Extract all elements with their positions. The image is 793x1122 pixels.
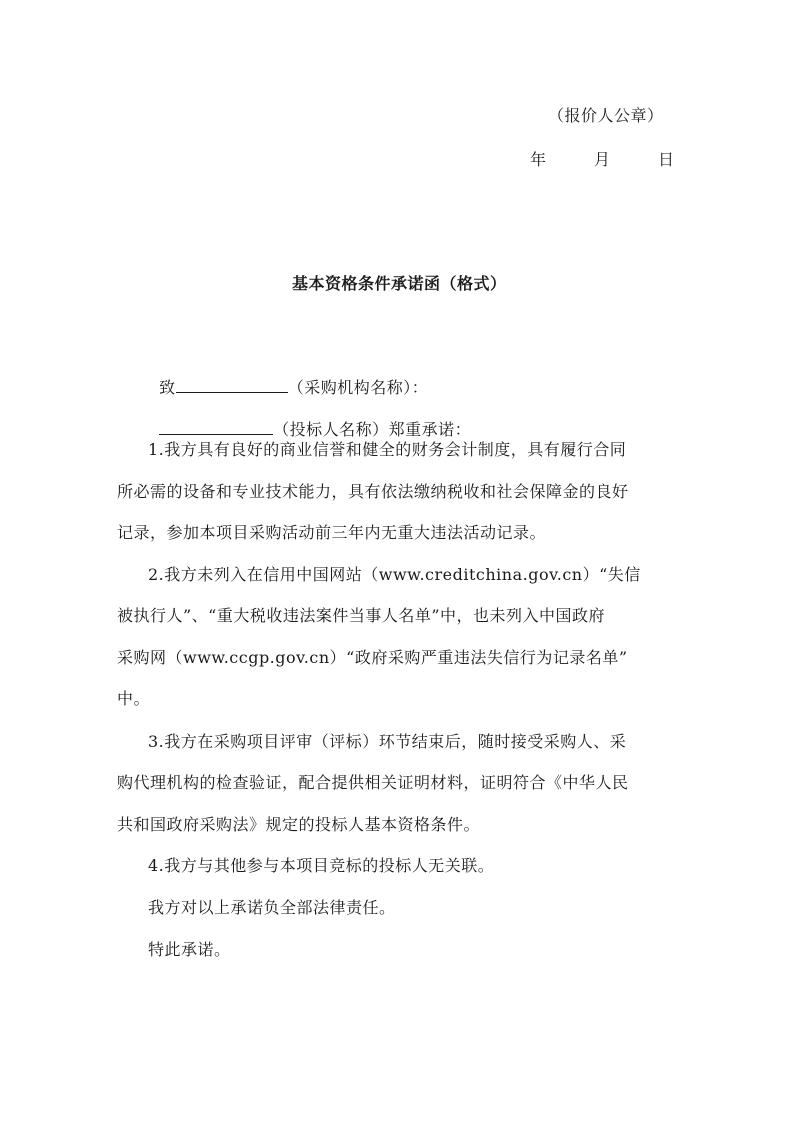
agency-name-blank [176,378,288,393]
bidder-name-blank [159,420,273,435]
addressee-prefix: 致 [159,378,176,397]
date-day: 日 [658,150,675,169]
item-2-line-2: 被执行人”、“重大税收违法案件当事人名单”中，也未列入中国政府 [117,606,606,625]
date-year: 年 [530,150,547,169]
date-month: 月 [594,150,611,169]
item-3-line-3: 共和国政府采购法》规定的投标人基本资格条件。 [117,815,481,834]
item-1-line-2: 所必需的设备和专业技术能力，具有依法缴纳税收和社会保障金的良好 [117,482,629,501]
item-2-line-1: 2.我方未列入在信用中国网站（www.creditchina.gov.cn）“失信 [148,565,641,584]
addressee-line [148,358,428,398]
item-1-line-3: 记录，参加本项目采购活动前三年内无重大违法活动记录。 [117,523,547,542]
closing-statement: 特此承诺。 [148,940,231,959]
item-3-line-1: 3.我方在采购项目评审（评标）环节结束后，随时接受采购人、采 [148,732,627,751]
seal-label: （报价人公章） [548,106,664,125]
date-line [530,150,680,170]
item-2-line-3: 采购网（www.ccgp.gov.cn）“政府采购严重违法失信行为记录名单” [117,648,628,667]
document-title: 基本资格条件承诺函（格式） [292,274,507,293]
responsibility-statement: 我方对以上承诺负全部法律责任。 [148,898,396,917]
item-4-line-1: 4.我方与其他参与本项目竞标的投标人无关联。 [148,856,495,875]
bidder-suffix: （投标人名称）郑重承诺： [273,420,472,439]
item-2-line-4: 中。 [117,689,151,708]
item-3-line-2: 购代理机构的检查验证，配合提供相关证明材料，证明符合《中华人民 [117,773,629,792]
item-1-line-1: 1.我方具有良好的商业信誉和健全的财务会计制度，具有履行合同 [148,440,627,459]
bidder-line [148,400,471,440]
addressee-suffix: （采购机构名称）： [287,378,429,397]
